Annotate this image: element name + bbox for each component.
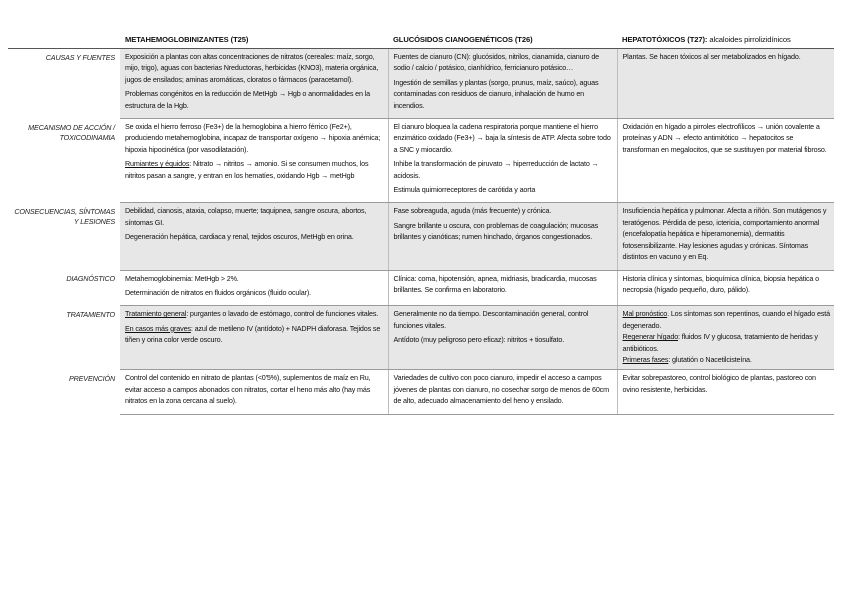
- row-mecanismo: [8, 119, 834, 203]
- header-hepatotoxicos: [617, 33, 834, 49]
- row-consecuencias: [8, 203, 834, 270]
- paragraph: El cianuro bloquea la cadena respiratoria porque mantiene el hierro enzimático oxidado (Fe3+) → baja la síntesis de ATP. Afecta sobre todo a SNC y miocardio.: [393, 122, 611, 154]
- underlined-term: Regenerar hígado: [622, 332, 679, 342]
- paragraph-text: : azul de metileno IV (antídoto) + NADPH diaforasa. Tejidos se tiñen y orina color verde oscuro.: [125, 323, 381, 345]
- paragraph: Historia clínica y síntomas, bioquímica clínica, biopsia hepática o necropsia (hígado pequeño, duro, pálido).: [622, 273, 819, 294]
- paragraph-text: : glutatión o Nacetilcisteína.: [668, 354, 752, 364]
- cell-prevencion-t27: [617, 370, 834, 414]
- paragraph: Oxidación en hígado a pirroles electrofílicos → unión covalente a proteínas y ADN → efecto antimitótico → hepatocitos se transforman en megalocitos, que se sustituyen por material fibroso.: [622, 122, 827, 154]
- cell-mecanismo-t26: [388, 119, 617, 203]
- cell-prevencion-t25: [120, 370, 388, 414]
- cell-diagnostico-t27: [617, 270, 834, 306]
- paragraph: Metahemoglobinemia: MetHgb > 2%.: [125, 273, 239, 283]
- cell-causas-t25: [120, 49, 388, 119]
- cell-prevencion-t26: [388, 370, 617, 414]
- row-label-diagnostico: DIAGNÓSTICO: [66, 274, 115, 283]
- cell-consecuencias-t26: [388, 203, 617, 270]
- cell-consecuencias-t25: [120, 203, 388, 270]
- paragraph: Exposición a plantas con altas concentraciones de nitratos (cereales: maíz, sorgo, mijo, trigo), aguas con bacterias Nreductoras, herbicidas (KNO3), materia orgánica, jugos de ensilados; aminas aromáticas, cloratos o fármacos (paracetamol).: [125, 52, 379, 84]
- comparison-table: [8, 33, 834, 415]
- row-label-tratamiento: TRATAMIENTO: [66, 309, 115, 319]
- cell-diagnostico-t26: [388, 270, 617, 306]
- paragraph: Sangre brillante u oscura, con problemas de coagulación; mucosas brillantes y cianóticas; rumen hinchado, órganos congestionados.: [393, 220, 599, 242]
- paragraph: Generalmente no da tiempo. Descontaminación general, control funciones vitales.: [393, 309, 589, 330]
- paragraph: [623, 308, 831, 331]
- paragraph: Plantas. Se hacen tóxicos al ser metabolizados en hígado.: [622, 52, 801, 61]
- header-hepatotoxicos-bold: HEPATOTÓXICOS (T27):: [622, 35, 708, 44]
- paragraph-text: . Los síntomas son repentinos, cuando el hígado está degenerado.: [622, 309, 830, 330]
- paragraph: Ingestión de semillas y plantas (sorgo, prunus, maíz, saúco), aguas contaminadas con residuos de cianuro, inhalación de humo en incendios.: [393, 77, 599, 110]
- paragraph: Variedades de cultivo con poco cianuro, impedir el acceso a campos jóvenes de plantas con cianuro, no cosechar sorgo de menos de 60cm de alto, adecuado almacenamiento del heno y ensilado.: [393, 373, 609, 406]
- paragraph: Insuficiencia hepática y pulmonar. Afecta a riñón. Son mutágenos y teratógenos. Pérdida de peso, ictericia, comportamiento anormal (encefalopatía hepática e hiperamonemia), dermatitis fotosensibilizante. Hay lesiones agudas y crónicas. Síntomas distintos en vacuno y en Eq.: [622, 206, 827, 262]
- header-empty: [8, 33, 120, 49]
- row-label-prevencion: PREVENCIÓN: [68, 373, 115, 383]
- cell-tratamiento-t26: [388, 306, 617, 370]
- underlined-term: Rumiantes y équidos: [125, 159, 190, 169]
- row-diagnostico: [8, 270, 834, 306]
- cell-tratamiento-t27: [617, 306, 834, 370]
- paragraph: Debilidad, cianosis, ataxia, colapso, muerte; taquipnea, sangre oscura, abortos, síntomas GI.: [125, 206, 367, 227]
- cell-causas-t26: [388, 49, 617, 119]
- paragraph: Determinación de nitratos en fluidos orgánicos (fluido ocular).: [125, 287, 311, 297]
- paragraph: [125, 323, 384, 346]
- cell-mecanismo-t27: [617, 119, 834, 203]
- row-label-consecuencias: CONSECUENCIAS, SÍNTOMAS Y LESIONES: [14, 206, 115, 227]
- paragraph-text: : purgantes o lavado de estómago, control de funciones vitales.: [186, 309, 379, 319]
- row-causas: [8, 49, 834, 119]
- row-tratamiento: [8, 306, 834, 370]
- paragraph: Problemas congénitos en la reducción de MetHgb → Hgb o anormalidades en la estructura de la Hgb.: [125, 89, 371, 110]
- paragraph-text: : fluidos IV y glucosa, tratamiento de heridas y antibióticos.: [622, 332, 818, 353]
- paragraph: [623, 331, 831, 354]
- cell-consecuencias-t27: [617, 203, 834, 270]
- header-row: [8, 33, 834, 49]
- paragraph: Clínica: coma, hipotensión, apnea, midriasis, bradicardia, mucosas brillantes. Se confirma en laboratorio.: [393, 273, 597, 294]
- header-glucosidos: GLUCÓSIDOS CIANOGENÉTICOS (T26): [388, 33, 617, 49]
- paragraph: Se oxida el hierro ferroso (Fe3+) de la hemoglobina a hierro férrico (Fe2+), produciendo metahemoglobina, incapaz de transportar oxígeno → hipoxia anémica; hipoxia hipocinética (por vasodilatación).: [125, 122, 381, 154]
- underlined-term: Tratamiento general: [125, 309, 187, 319]
- paragraph: Fase sobreaguda, aguda (más frecuente) y crónica.: [393, 206, 552, 216]
- paragraph: Degeneración hepática, cardiaca y renal, tejidos oscuros, MetHgb en orina.: [125, 232, 354, 242]
- paragraph-text: : Nitrato → nitritos → amonio. Si se consumen muchos, los nitritos pasan a sangre, y entran en los hematíes, oxidando Hgb → metHgb: [125, 159, 369, 180]
- paragraph: Control del contenido en nitrato de plantas (<0'5%), suplementos de maíz en Ru, evitar acceso a campos abonados con nitratos, cortar el heno más alto (hay más nitratos en la zona cercana al suelo).: [125, 373, 371, 406]
- row-label-mecanismo: MECANISMO DE ACCIÓN / TOXICODINAMIA: [28, 122, 115, 143]
- row-label-causas: CAUSAS Y FUENTES: [45, 53, 115, 62]
- paragraph: Estimula quimiorreceptores de carótida y aorta: [393, 185, 536, 195]
- underlined-term: En casos más graves: [125, 323, 191, 333]
- underlined-term: Mal pronóstico: [622, 309, 668, 319]
- paragraph: [125, 158, 384, 181]
- header-hepatotoxicos-rest: alcaloides pirrolizidínicos: [707, 35, 791, 44]
- paragraph: [125, 308, 384, 319]
- paragraph: [623, 354, 831, 365]
- cell-tratamiento-t25: [120, 306, 388, 370]
- header-metahemoglobinizantes: METAHEMOGLOBINIZANTES (T25): [120, 33, 388, 49]
- paragraph: Inhibe la transformación de piruvato → hiperreducción de lactato → acidosis.: [393, 159, 599, 180]
- underlined-term: Primeras fases: [622, 354, 669, 364]
- cell-causas-t27: [617, 49, 834, 119]
- paragraph: Fuentes de cianuro (CN): glucósidos, nitrilos, cianamida, cianuro de sodio / calcio / potásico, cianhídrico, ferricianuro potásico…: [393, 52, 600, 73]
- paragraph: Evitar sobrepastoreo, control biológico de plantas, pastoreo con ovino resistente, herbicidas.: [622, 373, 816, 394]
- row-prevencion: [8, 370, 834, 414]
- cell-diagnostico-t25: [120, 270, 388, 306]
- paragraph: Antídoto (muy peligroso pero eficaz): nitritos + tiosulfato.: [393, 335, 565, 345]
- cell-mecanismo-t25: [120, 119, 388, 203]
